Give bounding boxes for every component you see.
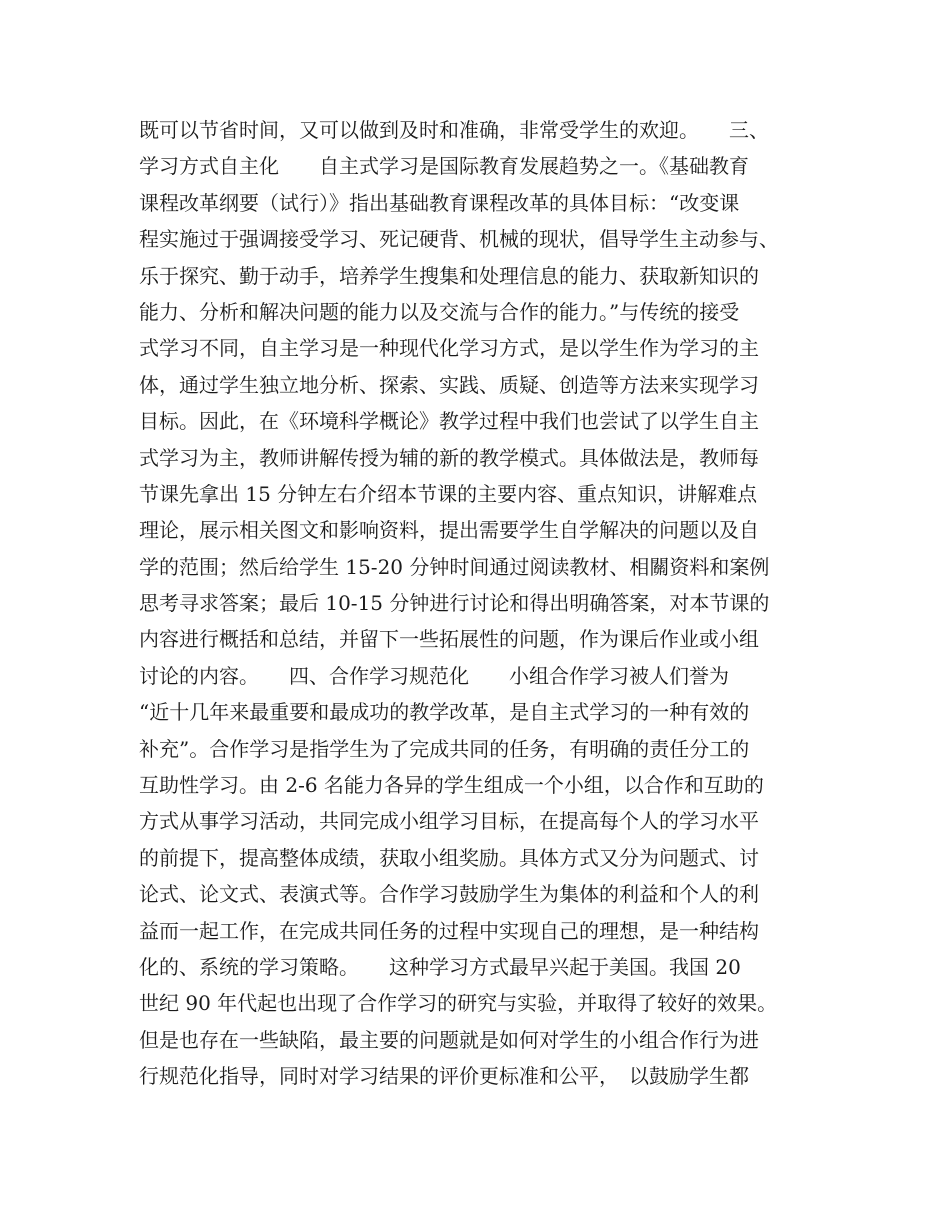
text-line: 论式、论文式、表演式等。合作学习鼓励学生为集体的利益和个人的利 [139, 882, 759, 907]
body-text [139, 112, 819, 1095]
text-line: 式学习为主，教师讲解传授为辅的新的教学模式。具体做法是，教师每 [139, 445, 759, 470]
text-line: 课程改革纲要（试行）》指出基础教育课程改革的具体目标：“改变课 [139, 190, 740, 215]
text-line: “近十几年来最重要和最成功的教学改革，是自主式学习的一种有效的 [139, 700, 750, 725]
text-line: 乐于探究、勤于动手，培养学生搜集和处理信息的能力、获取新知识的 [139, 263, 759, 288]
text-line: 目标。因此，在《环境科学概论》教学过程中我们也尝试了以学生自主 [139, 409, 759, 434]
text-line: 式学习不同，自主学习是一种现代化学习方式，是以学生作为学习的主 [139, 336, 759, 361]
text-line: 讨论的内容。 四、合作学习规范化 小组合作学习被人们誉为 [139, 663, 729, 688]
text-line: 内容进行概括和总结，并留下一些拓展性的问题，作为课后作业或小组 [139, 627, 759, 652]
text-line: 思考寻求答案；最后 10-15 分钟进行讨论和得出明确答案，对本节课的 [139, 591, 770, 616]
text-line: 化的、系统的学习策略。 这种学习方式最早兴起于美国。我国 20 [139, 954, 741, 979]
text-line: 学习方式自主化 自主式学习是国际教育发展趋势之一。《基础教育 [139, 154, 749, 179]
text-line: 世纪 90 年代起也出现了合作学习的研究与实验，并取得了较好的效果。 [139, 991, 778, 1016]
text-line: 补充”。合作学习是指学生为了完成共同的任务，有明确的责任分工的 [139, 736, 750, 761]
text-line: 互助性学习。由 2-6 名能力各异的学生组成一个小组，以合作和互助的 [139, 773, 764, 798]
text-line: 理论，展示相关图文和影响资料，提出需要学生自学解决的问题以及自 [139, 518, 759, 543]
text-line: 程实施过于强调接受学习、死记硬背、机械的现状，倡导学生主动参与、 [139, 227, 779, 252]
text-line: 益而一起工作，在完成共同任务的过程中实现自己的理想，是一种结构 [139, 918, 759, 943]
text-line: 节课先拿出 15 分钟左右介绍本节课的主要内容、重点知识，讲解难点 [139, 481, 758, 506]
text-line: 体，通过学生独立地分析、探索、实践、质疑、创造等方法来实现学习 [139, 372, 759, 397]
text-line: 能力、分析和解决问题的能力以及交流与合作的能力。”与传统的接受 [139, 299, 740, 324]
text-line: 学的范围；然后给学生 15-20 分钟时间通过阅读教材、相關资料和案例 [139, 554, 770, 579]
text-line: 方式从事学习活动，共同完成小组学习目标，在提高每个人的学习水平 [139, 809, 759, 834]
text-line: 既可以节省时间，又可以做到及时和准确，非常受学生的欢迎。 三、 [139, 118, 769, 142]
text-line: 行规范化指导，同时对学习结果的评价更标准和公平， 以鼓励学生都 [139, 1064, 749, 1089]
text-line: 的前提下，提高整体成绩，获取小组奖励。具体方式又分为问题式、讨 [139, 845, 759, 870]
text-line: 但是也存在一些缺陷，最主要的问题就是如何对学生的小组合作行为进 [139, 1027, 759, 1052]
